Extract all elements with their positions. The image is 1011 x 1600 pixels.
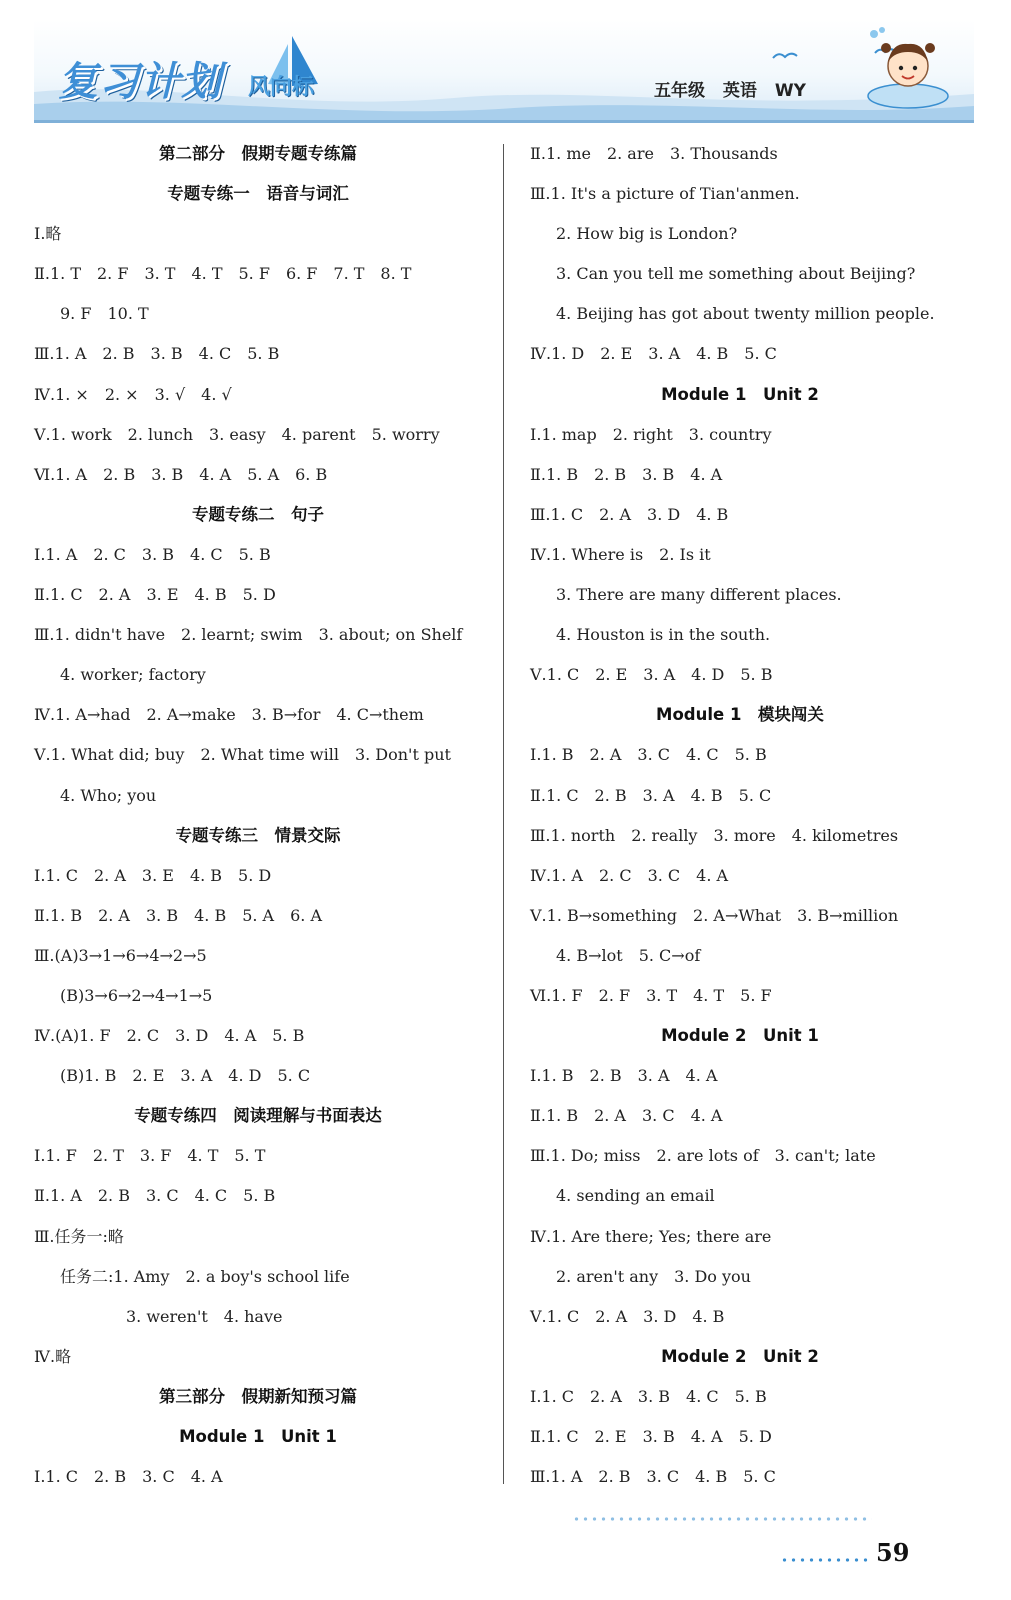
answer-line: (B)3→6→2→4→1→5 [60,985,213,1005]
answer-line: 4. worker; factory [60,665,206,685]
answer-line: Ⅰ.1. map 2. right 3. country [530,424,772,444]
answer-line: Ⅱ.1. C 2. E 3. B 4. A 5. D [530,1427,772,1446]
header-meta [654,76,818,101]
section-heading: 专题专练二 句子 [192,504,324,524]
answer-line: Ⅲ.(A)3→1→6→4→2→5 [34,945,207,965]
answer-line: Ⅱ.1. B 2. A 3. B 4. B 5. A 6. A [34,905,323,925]
answer-line: Ⅰ.略 [34,224,62,244]
answer-line: Ⅴ.1. C 2. A 3. D 4. B [530,1306,725,1326]
answer-line: Ⅲ.1. A 2. B 3. B 4. C 5. B [34,344,280,364]
answer-line: 9. F 10. T [60,304,149,324]
page-header [34,20,974,123]
section-heading: 专题专练一 语音与词汇 [167,184,349,204]
answer-line: (B)1. B 2. E 3. A 4. D 5. C [60,1066,311,1086]
answer-line: 2. aren't any 3. Do you [556,1266,751,1286]
section-heading: Module 1 Unit 1 [179,1427,337,1446]
answer-line: Ⅰ.1. C 2. B 3. C 4. A [34,1467,223,1487]
answer-line: Ⅱ.1. C 2. B 3. A 4. B 5. C [530,785,772,805]
answer-line: Ⅱ.1. T 2. F 3. T 4. T 5. F 6. F 7. T 8. T [34,264,412,284]
subject-label: 英语 [722,81,757,101]
answer-line: 3. There are many different places. [556,585,842,605]
section-heading: 第二部分 假期专题专练篇 [159,144,357,163]
section-heading: 专题专练三 情景交际 [175,825,341,845]
footer-dots-decoration [780,1558,870,1562]
answer-line: Ⅱ.1. B 2. A 3. C 4. A [530,1106,723,1126]
section-heading: 专题专练四 阅读理解与书面表达 [134,1106,382,1126]
answer-line: Ⅳ.1. A→had 2. A→make 3. B→for 4. C→them [34,705,424,725]
answer-line: 3. weren't 4. have [126,1306,283,1326]
answer-line: Ⅱ.1. C 2. A 3. E 4. B 5. D [34,585,276,605]
answer-line: Ⅴ.1. C 2. E 3. A 4. D 5. B [530,665,773,685]
section-heading: Module 2 Unit 2 [661,1346,819,1366]
answer-line: Ⅲ.1. A 2. B 3. C 4. B 5. C [530,1467,776,1487]
edition-label: WY [774,81,806,101]
answer-line: Ⅳ.1. Are there; Yes; there are [530,1226,772,1246]
answer-line: Ⅲ.1. didn't have 2. learnt; swim 3. about; on Shelf [34,625,463,645]
answer-line: Ⅱ.1. me 2. are 3. Thousands [530,144,778,163]
answer-line: Ⅲ.1. Do; miss 2. are lots of 3. can't; late [530,1146,876,1166]
answer-line: Ⅵ.1. A 2. B 3. B 4. A 5. A 6. B [34,464,328,484]
answer-line: 4. Beijing has got about twenty million people. [556,304,935,324]
section-heading: Module 1 模块闯关 [656,705,824,725]
answer-line: Ⅱ.1. B 2. B 3. B 4. A [530,464,723,484]
answer-line: Ⅰ.1. F 2. T 3. F 4. T 5. T [34,1146,266,1166]
answer-line: 4. sending an email [556,1186,715,1206]
answer-line: 4. Who; you [60,785,157,805]
answer-line: Ⅲ.1. C 2. A 3. D 4. B [530,504,729,524]
answer-line: 4. Houston is in the south. [556,625,771,645]
answer-line: Ⅴ.1. What did; buy 2. What time will 3. Don't put [34,745,451,765]
answer-line: 3. Can you tell me something about Beijing? [556,264,916,284]
answer-line: Ⅰ.1. C 2. A 3. E 4. B 5. D [34,865,272,885]
answer-line: 任务二:1. Amy 2. a boy's school life [60,1266,350,1286]
column-divider [503,144,504,1484]
answer-line: Ⅴ.1. work 2. lunch 3. easy 4. parent 5. worry [34,424,440,444]
answer-line: Ⅰ.1. B 2. B 3. A 4. A [530,1066,718,1086]
answer-line: Ⅲ.1. It's a picture of Tian'anmen. [530,184,800,204]
answer-column-right [530,134,950,1497]
answer-line: Ⅳ.1. × 2. × 3. √ 4. √ [34,384,232,404]
answer-line: Ⅱ.1. A 2. B 3. C 4. C 5. B [34,1186,276,1206]
answer-line: Ⅴ.1. B→something 2. A→What 3. B→million [530,905,899,925]
answer-line: Ⅳ.略 [34,1346,72,1366]
answer-line: Ⅰ.1. A 2. C 3. B 4. C 5. B [34,544,271,564]
answer-line: Ⅲ.1. north 2. really 3. more 4. kilometres [530,825,899,845]
section-heading: Module 2 Unit 1 [661,1026,819,1046]
section-heading: 第三部分 假期新知预习篇 [159,1386,357,1406]
answer-line: 4. B→lot 5. C→of [556,945,701,965]
page-number: 59 [876,1538,910,1567]
answer-column-left [34,134,482,1497]
answer-line: Ⅲ.任务一:略 [34,1226,124,1246]
answer-line: Ⅳ.1. A 2. C 3. C 4. A [530,865,729,885]
brand-subtitle: 风向标 [248,75,315,100]
answer-line: Ⅰ.1. C 2. A 3. B 4. C 5. B [530,1386,767,1406]
answer-line: 2. How big is London? [556,224,738,244]
answer-line: Ⅳ.1. Where is 2. Is it [530,544,711,564]
section-heading: Module 1 Unit 2 [661,384,819,404]
grade-label: 五年级 [654,81,705,101]
footer-dots-decoration [572,1517,872,1521]
answer-line: Ⅳ.1. D 2. E 3. A 4. B 5. C [530,344,777,364]
answer-line: Ⅰ.1. B 2. A 3. C 4. C 5. B [530,745,767,765]
mascot-girl-on-plane-icon [862,26,954,116]
bird-icon [772,50,798,62]
answer-line: Ⅵ.1. F 2. F 3. T 4. T 5. F [530,985,772,1005]
brand-title: 复习计划 [58,59,222,105]
answer-line: Ⅳ.(A)1. F 2. C 3. D 4. A 5. B [34,1026,305,1046]
